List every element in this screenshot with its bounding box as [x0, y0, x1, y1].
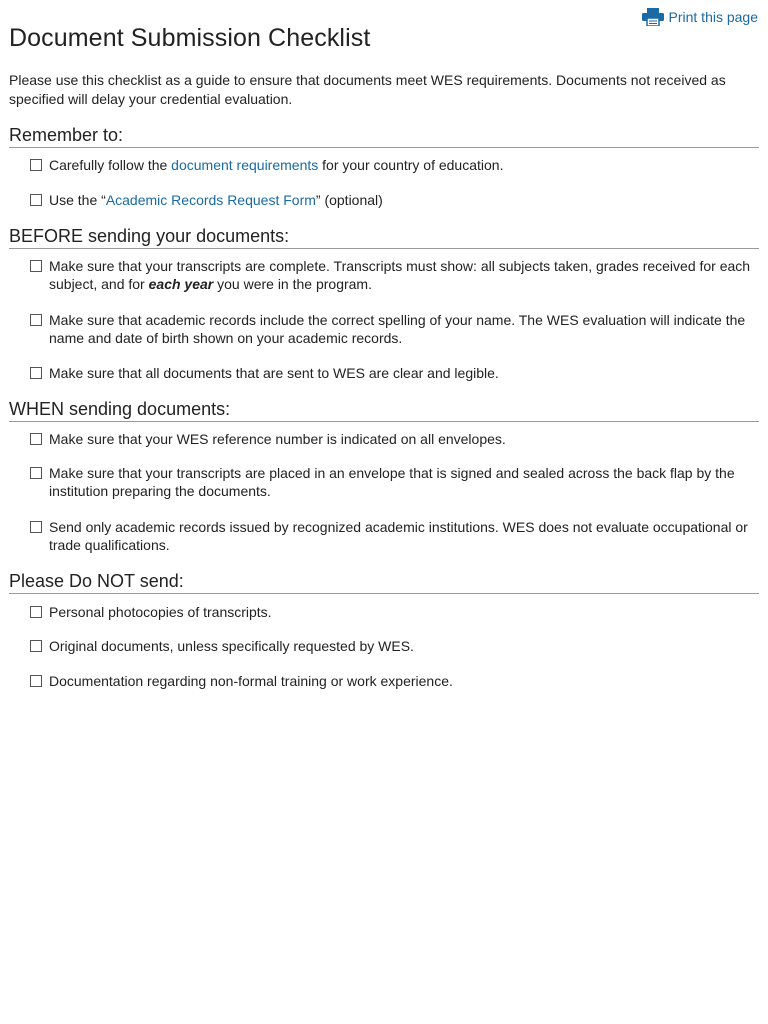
checkbox[interactable]: [30, 314, 42, 326]
print-page-label: Print this page: [668, 9, 758, 25]
print-page-link[interactable]: [642, 8, 759, 26]
checkbox[interactable]: [30, 367, 42, 379]
checklist-item: [30, 257, 760, 293]
checkbox[interactable]: [30, 260, 42, 272]
checkbox[interactable]: [30, 521, 42, 533]
page-title: Document Submission Checklist: [9, 24, 371, 52]
checklist-item-text: Make sure that your transcripts are complete. Transcripts must show: all subjects taken, grades received for each subject, and for each year you were in the program.: [49, 258, 751, 292]
checklist-item-text: Make sure that your transcripts are placed in an envelope that is signed and sealed across the back flap by the institution preparing the documents.: [49, 465, 735, 499]
printer-icon: [642, 8, 664, 26]
checklist-item: [30, 672, 760, 690]
checklist-item: [30, 156, 760, 174]
checklist-item: [30, 364, 760, 382]
intro-paragraph: Please use this checklist as a guide to ensure that documents meet WES requirements. Documents not received as specified will delay your credential evaluation.: [9, 72, 726, 107]
document-requirements-link[interactable]: document requirements: [171, 157, 319, 173]
section-heading-before: BEFORE sending your documents:: [9, 224, 759, 249]
checklist-item-text: Personal photocopies of transcripts.: [49, 604, 272, 620]
checklist-item: [30, 430, 760, 448]
checkbox[interactable]: [30, 640, 42, 652]
checkbox[interactable]: [30, 194, 42, 206]
section-heading-do-not-send: Please Do NOT send:: [9, 569, 759, 594]
checkbox[interactable]: [30, 159, 42, 171]
checklist-item-text: Make sure that all documents that are sent to WES are clear and legible.: [49, 365, 499, 381]
checklist-item-text: Documentation regarding non-formal training or work experience.: [49, 673, 453, 689]
checklist-item-text: Make sure that academic records include the correct spelling of your name. The WES evaluation will indicate the name and date of birth shown on your academic records.: [49, 312, 746, 346]
checkbox[interactable]: [30, 433, 42, 445]
academic-records-request-form-link[interactable]: Academic Records Request Form: [105, 192, 316, 208]
checklist-item: [30, 518, 760, 554]
checklist-item: [30, 311, 760, 347]
checklist-item: [30, 637, 760, 655]
section-heading-when: WHEN sending documents:: [9, 397, 759, 422]
emphasis-text: each year: [148, 276, 214, 292]
checklist-item-text: Use the “Academic Records Request Form” (optional): [49, 192, 383, 208]
checklist-item-text: Make sure that your WES reference number is indicated on all envelopes.: [49, 431, 506, 447]
section-heading-remember: Remember to:: [9, 123, 759, 148]
checkbox[interactable]: [30, 467, 42, 479]
checkbox[interactable]: [30, 606, 42, 618]
checklist-item-text: Send only academic records issued by recognized academic institutions. WES does not evaluate occupational or trade qualifications.: [49, 519, 748, 553]
checklist-item: [30, 191, 760, 209]
checklist-item-text: Carefully follow the document requirements for your country of education.: [49, 157, 504, 173]
checklist-item-text: Original documents, unless specifically requested by WES.: [49, 638, 414, 654]
checkbox[interactable]: [30, 675, 42, 687]
checklist-item: [30, 603, 760, 621]
checklist-item: [30, 464, 760, 500]
